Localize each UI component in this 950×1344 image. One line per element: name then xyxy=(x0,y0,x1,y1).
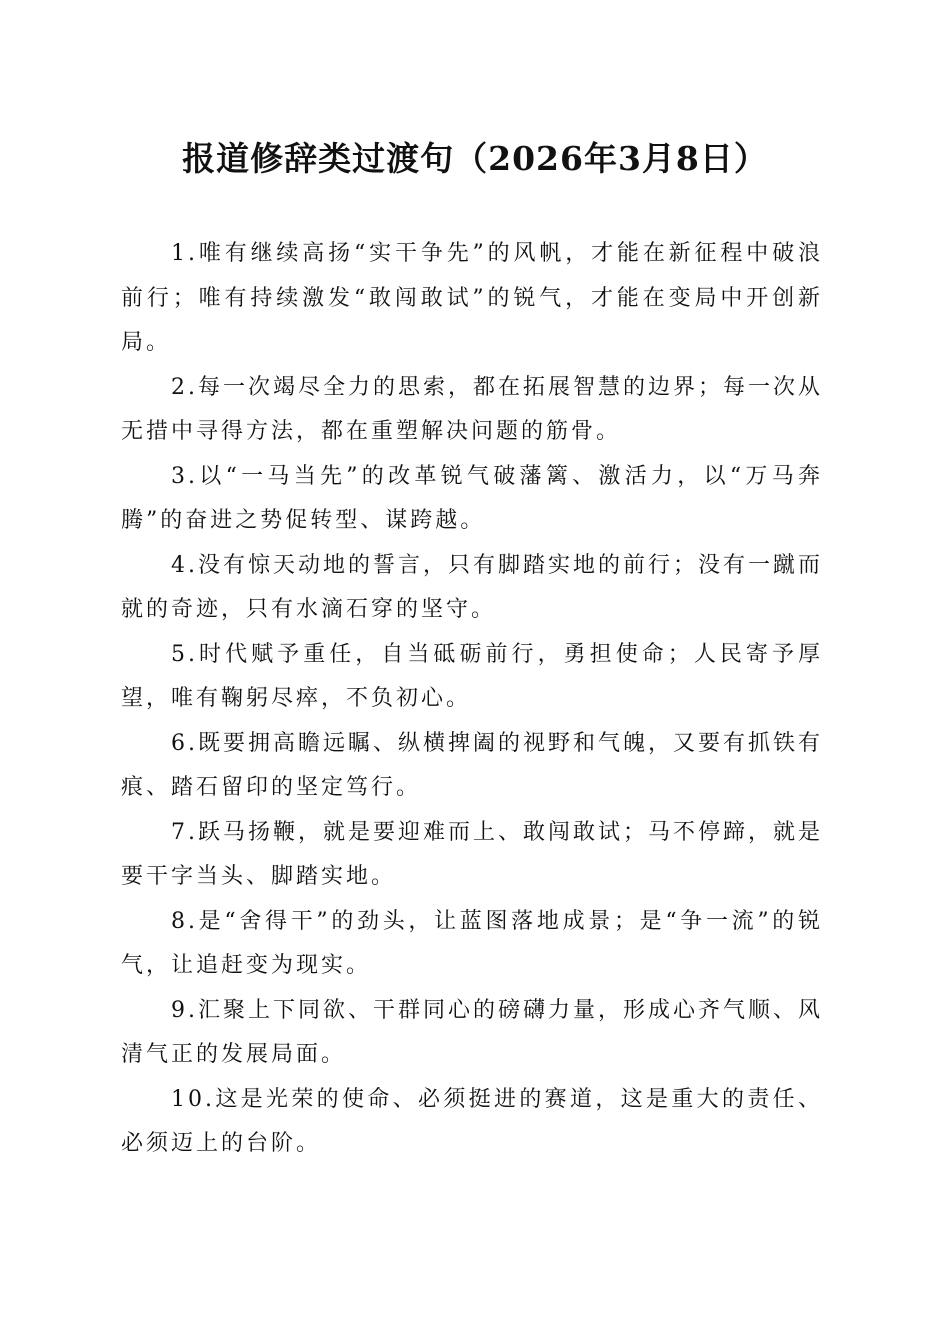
paragraph-9: 9.汇聚上下同欲、干群同心的磅礴力量，形成心齐气顺、风清气正的发展局面。 xyxy=(121,997,823,1067)
paragraph-4: 4.没有惊天动地的誓言，只有脚踏实地的前行；没有一蹴而就的奇迹，只有水滴石穿的坚守。 xyxy=(121,552,823,622)
document-body xyxy=(121,232,823,1167)
paragraph-6: 6.既要拥高瞻远瞩、纵横捭阖的视野和气魄，又要有抓铁有痕、踏石留印的坚定笃行。 xyxy=(121,730,823,800)
paragraph-1: 1.唯有继续高扬“实干争先”的风帆，才能在新征程中破浪前行；唯有持续激发“敢闯敢试”的锐气，才能在变局中开创新局。 xyxy=(121,241,823,355)
paragraph-5: 5.时代赋予重任，自当砥砺前行，勇担使命；人民寄予厚望，唯有鞠躬尽瘁，不负初心。 xyxy=(121,641,823,711)
paragraph-7: 7.跃马扬鞭，就是要迎难而上、敢闯敢试；马不停蹄，就是要干字当头、脚踏实地。 xyxy=(121,819,823,889)
paragraph-2: 2.每一次竭尽全力的思索，都在拓展智慧的边界；每一次从无措中寻得方法，都在重塑解决问题的筋骨。 xyxy=(121,374,823,444)
paragraph-3: 3.以“一马当先”的改革锐气破藩篱、激活力，以“万马奔腾”的奋进之势促转型、谋跨越。 xyxy=(121,463,823,533)
document-title: 报道修辞类过渡句（2026年3月8日） xyxy=(182,139,768,178)
paragraph-10: 10.这是光荣的使命、必须挺进的赛道，这是重大的责任、必须迈上的台阶。 xyxy=(121,1086,823,1156)
paragraph-8: 8.是“舍得干”的劲头，让蓝图落地成景；是“争一流”的锐气，让追赶变为现实。 xyxy=(121,908,823,978)
